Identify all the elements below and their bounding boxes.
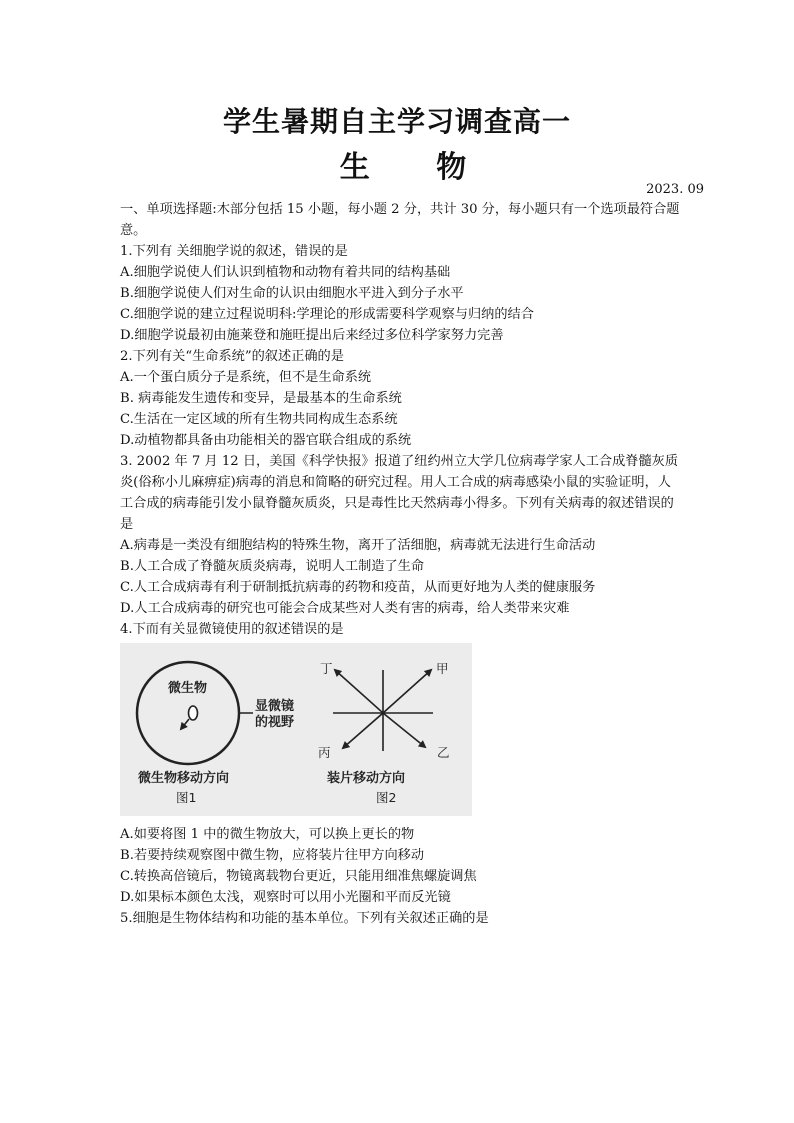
arrow-yi: [383, 713, 425, 747]
figure-1-caption: 微生物移动方向: [138, 771, 230, 786]
question-2-option-c: C.生活在一定区域的所有生物共同构成生态系统: [120, 412, 398, 427]
question-4-option-c: C.转换高倍镜后，物镜离载物台更近，只能用细准焦螺旋调焦: [120, 869, 477, 884]
microscope-figure-drawing: [120, 643, 472, 816]
question-1-option-b: B.细胞学说使人们对生命的认识由细胞水平进入到分子水平: [120, 286, 464, 301]
section-intro: 一、单项选择题:木部分包括 15 小题，每小题 2 分，共计 30 分，每小题只有一个选项最符合题意。: [120, 202, 680, 238]
question-1-stem: 1.下列有 关细胞学说的叙述，错误的是: [120, 244, 348, 259]
figure-2-caption: 装片移动方向: [327, 771, 406, 786]
arrow-bing: [343, 713, 383, 748]
question-1-option-c: C.细胞学说的建立过程说明科:学理论的形成需要科学观察与归纳的结合: [120, 307, 534, 322]
question-2-stem: 2.下列有关“生命系统”的叙述正确的是: [120, 349, 344, 364]
microorganism-direction-arrow: [181, 719, 189, 729]
question-3-option-c: C.人工合成病毒有利于研制抵抗病毒的药物和疫苗，从而更好地为人类的健康服务: [120, 580, 596, 595]
exam-date: 2023. 09: [646, 182, 704, 197]
question-4-option-a: A.如要将图 1 中的微生物放大，可以换上更长的物: [120, 827, 415, 842]
arrow-ding: [335, 670, 383, 713]
microorganism-shape: [189, 706, 198, 720]
question-2-option-a: A.一个蛋白质分子是系统，但不是生命系统: [120, 370, 372, 385]
question-2-option-b: B. 病毒能发生遗传和变异，是最基本的生命系统: [120, 391, 402, 406]
microscope-figure: [120, 643, 472, 816]
question-3-option-d: D.人工合成病毒的研究也可能会合成某些对人类有害的病毒，给人类带来灾难: [120, 601, 570, 616]
question-section-1: [120, 199, 680, 640]
question-4-5-section: [120, 824, 680, 929]
subject-title: 生 物: [339, 150, 495, 185]
question-1-option-a: A.细胞学说使人们认识到植物和动物有着共同的结构基础: [120, 265, 451, 280]
direction-bing-label: 丙: [318, 745, 331, 760]
direction-ding-label: 丁: [320, 661, 333, 676]
field-label-line2: 的视野: [255, 715, 295, 730]
figure-1-name: 图1: [176, 790, 197, 805]
question-2-option-d: D.动植物都具备由功能相关的器官联合组成的系统: [120, 433, 412, 448]
page-title: 学生暑期自主学习调查高一: [222, 105, 571, 138]
question-3-option-a: A.病毒是一类没有细胞结构的特殊生物，离开了活细胞，病毒就无法进行生命活动: [120, 538, 596, 553]
question-5-stem: 5.细胞是生物体结构和功能的基本单位。下列有关叙述正确的是: [120, 911, 489, 926]
direction-jia-label: 甲: [436, 661, 449, 676]
figure-2-name: 图2: [376, 790, 397, 805]
question-1-option-d: D.细胞学说最初由施莱登和施旺提出后来经过多位科学家努力完善: [120, 328, 504, 343]
microorganism-label: 微生物: [168, 681, 208, 696]
field-label-line1: 显微镜: [255, 699, 295, 714]
question-4-option-b: B.若要持续观察图中微生物，应将装片往甲方向移动: [120, 848, 425, 863]
question-4-stem: 4.下而有关显微镜使用的叙述错误的是: [120, 622, 344, 637]
question-3-option-b: B.人工合成了脊髓灰质炎病毒，说明人工制造了生命: [120, 559, 425, 574]
question-3-stem: 3. 2002 年 7 月 12 日，美国《科学快报》报道了纽约州立大学几位病毒学家人工合成脊髓灰质炎(俗称小儿麻痹症)病毒的消息和简略的研究过程。用人工合成的病毒感染小鼠的实验证明，人工合成的病毒能引发小鼠脊髓灰质炎，只是毒性比天然病毒小得多。下列有关病毒的叙述错误的是: [120, 454, 679, 532]
question-4-option-d: D.如果标本颜色太浅，观察时可以用小光圈和平而反光镜: [120, 890, 451, 905]
arrow-jia: [383, 670, 431, 713]
direction-yi-label: 乙: [437, 745, 450, 760]
